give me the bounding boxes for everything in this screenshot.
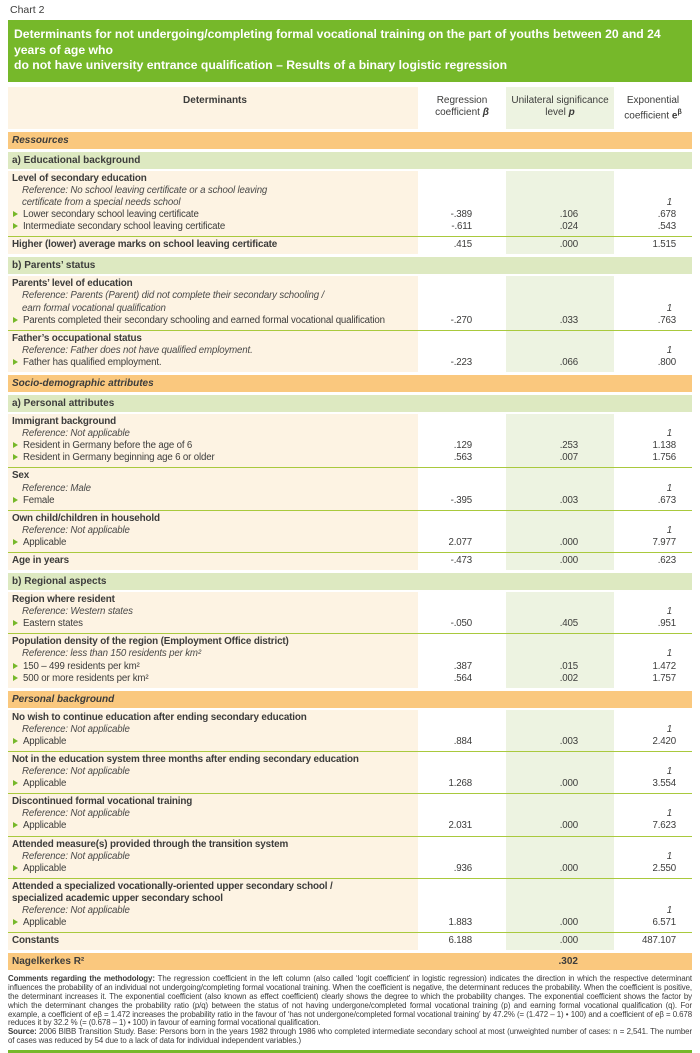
determinant-block: [8, 467, 692, 509]
reference-label: Reference: Not applicable: [22, 428, 130, 440]
p-value: .024: [559, 221, 578, 233]
exp-value: [614, 712, 692, 724]
determinant-title: Not in the education system three months after ending secondary education: [12, 754, 359, 766]
model-fit-label: Nagelkerkes R²: [12, 956, 85, 968]
category-item: [12, 618, 416, 630]
triangle-bullet-icon: [13, 865, 18, 871]
determinant-title: Immigrant background: [12, 416, 116, 428]
exp-value: [614, 278, 692, 290]
p-value: [506, 303, 614, 315]
exp-value: 1: [666, 808, 672, 820]
p-value: .000: [559, 536, 578, 548]
p-value: .015: [559, 660, 578, 672]
chart-title-line2: do not have university entrance qualification – Results of a binary logistic regression: [14, 58, 508, 72]
beta-value: [418, 712, 506, 724]
p-value: [506, 197, 614, 209]
determinant-block: [8, 710, 692, 751]
beta-value: [418, 345, 506, 357]
reference-label: Reference: Not applicable: [22, 766, 130, 778]
reference-label: Reference: Not applicable: [22, 723, 130, 735]
exp-value: 3.554: [652, 778, 676, 790]
determinant-title: Sex: [12, 470, 30, 482]
beta-value: -.611: [451, 221, 472, 233]
model-fit-p-value: .302: [558, 956, 578, 968]
exp-value: [614, 173, 692, 185]
beta-value: [418, 881, 506, 893]
beta-value: -.270: [450, 314, 472, 326]
determinant-title: Region where resident: [12, 594, 115, 606]
exp-value: .673: [657, 494, 676, 506]
category-item-label: Applicable: [23, 735, 67, 747]
e-symbol: e: [671, 110, 678, 122]
section-label: Ressources: [12, 134, 69, 146]
p-value: [506, 724, 614, 736]
exp-value: .623: [657, 554, 676, 566]
exp-value: 1: [666, 723, 672, 735]
category-item-label: Applicable: [23, 820, 67, 832]
category-item: [12, 820, 416, 832]
category-item-label: Applicable: [23, 862, 67, 874]
exp-value: .543: [657, 221, 676, 233]
determinant-block: [8, 932, 692, 950]
exp-value: [614, 513, 692, 525]
beta-value: 1.883: [448, 917, 472, 929]
beta-value: [418, 470, 506, 482]
determinant-block: [8, 878, 692, 932]
p-value: [506, 636, 614, 648]
exp-value: [614, 290, 692, 302]
p-value: [506, 416, 614, 428]
determinant-block: [8, 510, 692, 552]
exp-value: .800: [657, 356, 676, 368]
exp-value: [614, 893, 692, 905]
column-header-significance-level: Unilateral significance level p: [506, 87, 614, 129]
subsection-label: b) Parents’ status: [12, 260, 96, 272]
determinant-title: Population density of the region (Employment Office district): [12, 636, 289, 648]
category-item: [12, 778, 416, 790]
category-item-label: Female: [23, 494, 55, 506]
p-value: [506, 796, 614, 808]
category-item-label: Resident in Germany before the age of 6: [23, 440, 193, 452]
p-value: .003: [559, 494, 578, 506]
p-value: .033: [559, 314, 578, 326]
triangle-bullet-icon: [13, 663, 18, 669]
p-value: [506, 606, 614, 618]
footer-notes: [8, 975, 692, 1045]
category-item: [12, 917, 416, 929]
category-item: [12, 315, 416, 327]
source-text: 2006 BIBB Transition Study. Base: Persons born in the years 1982 through 1986 who completed intermediate secondary school at most (unweighted number of cases: n = 2,541. The number of cases was reduced by 54 due to a lack of data for individual independent variables.): [8, 1027, 692, 1045]
reference-label: Reference: Not applicable: [22, 905, 130, 917]
beta-value: [418, 416, 506, 428]
determinant-block: [8, 751, 692, 793]
beta-value: 6.188: [448, 935, 472, 947]
beta-value: [418, 428, 506, 440]
p-value: .000: [559, 239, 578, 251]
section-label: Socio-demographic attributes: [12, 378, 154, 390]
category-item: [12, 673, 416, 685]
reference-label: Reference: Parents (Parent) did not complete their secondary schooling /: [22, 290, 325, 302]
exp-value: 1: [666, 766, 672, 778]
exp-value: 1.472: [652, 660, 676, 672]
p-value: .007: [559, 452, 578, 464]
subsection-label: a) Educational background: [12, 154, 141, 166]
p-value: [506, 483, 614, 495]
p-symbol: p: [568, 107, 575, 118]
p-value: [506, 513, 614, 525]
exp-value: [614, 416, 692, 428]
exp-value: [614, 636, 692, 648]
exp-value: [614, 881, 692, 893]
p-value: .253: [559, 440, 578, 452]
beta-value: -.395: [450, 494, 472, 506]
exp-value: 2.550: [652, 862, 676, 874]
beta-value: [418, 636, 506, 648]
determinant-title: Parents’ level of education: [12, 278, 133, 290]
section-header: [8, 375, 692, 392]
triangle-bullet-icon: [13, 919, 18, 925]
determinant-block: [8, 276, 692, 329]
beta-symbol: β: [482, 107, 489, 118]
p-value: .066: [559, 356, 578, 368]
triangle-bullet-icon: [13, 620, 18, 626]
beta-value: [418, 766, 506, 778]
exp-value: 1.138: [652, 440, 676, 452]
p-value: [506, 851, 614, 863]
p-value: [506, 345, 614, 357]
bottom-rule: [8, 1050, 692, 1053]
category-item-label: 150 – 499 residents per km²: [23, 660, 140, 672]
beta-value: .936: [453, 862, 472, 874]
p-value: [506, 173, 614, 185]
triangle-bullet-icon: [13, 738, 18, 744]
determinant-block: [8, 414, 692, 467]
category-item-label: Lower secondary school leaving certificate: [23, 209, 199, 221]
p-value: [506, 905, 614, 917]
beta-value: [418, 525, 506, 537]
p-value: [506, 594, 614, 606]
section-header: [8, 691, 692, 708]
beta-value: [418, 796, 506, 808]
triangle-bullet-icon: [13, 211, 18, 217]
category-item: [12, 209, 416, 221]
beta-value: .129: [453, 440, 472, 452]
p-value: .003: [559, 735, 578, 747]
determinant-block: [8, 236, 692, 254]
column-header-row: [8, 87, 692, 129]
chart-number-label: Chart 2: [10, 4, 45, 16]
category-item: [12, 495, 416, 507]
p-value: .000: [559, 554, 578, 566]
beta-value: -.050: [450, 618, 472, 630]
p-value: [506, 881, 614, 893]
exp-value: [614, 594, 692, 606]
beta-value: [418, 513, 506, 525]
beta-value: [418, 893, 506, 905]
category-item-label: Applicable: [23, 917, 67, 929]
comments-label: Comments regarding the methodology:: [8, 974, 155, 984]
beta-value: -.223: [450, 356, 472, 368]
beta-value: [418, 905, 506, 917]
determinant-block: [8, 552, 692, 570]
column-header-exponential-coefficient: Exponential coefficient $e^\beta$: [624, 94, 682, 122]
determinant-title: Attended a specialized vocationally-oriented upper secondary school /: [12, 880, 333, 892]
triangle-bullet-icon: [13, 675, 18, 681]
category-item: [12, 440, 416, 452]
exp-value: 1: [666, 850, 672, 862]
exp-value: 1: [666, 482, 672, 494]
subsection-header: [8, 573, 692, 590]
triangle-bullet-icon: [13, 539, 18, 545]
determinant-title: No wish to continue education after ending secondary education: [12, 711, 307, 723]
category-item-label: Parents completed their secondary schooling and earned formal vocational qualification: [23, 314, 385, 326]
category-item: [12, 357, 416, 369]
exp-value: 1: [666, 302, 672, 314]
category-item-label: Eastern states: [23, 618, 83, 630]
determinant-title: Age in years: [12, 554, 69, 566]
subsection-header: [8, 257, 692, 274]
category-item: [12, 452, 416, 464]
determinant-title: Level of secondary education: [12, 172, 147, 184]
p-value: [506, 754, 614, 766]
exp-value: .678: [657, 209, 676, 221]
exp-value: 7.977: [652, 536, 676, 548]
p-value: .000: [559, 778, 578, 790]
exp-value: 1: [666, 428, 672, 440]
reference-label: earn formal vocational qualification: [22, 302, 166, 314]
chart-title-line1: Determinants for not undergoing/completing formal vocational training on the part of youths between 20 and 24 years of age who: [14, 27, 661, 57]
p-value: [506, 839, 614, 851]
p-value: [506, 525, 614, 537]
p-value: [506, 278, 614, 290]
determinant-block: [8, 793, 692, 835]
category-item-label: Applicable: [23, 778, 67, 790]
exp-value: 1: [666, 197, 672, 209]
exp-value: 2.420: [652, 735, 676, 747]
exp-value: 1: [666, 606, 672, 618]
beta-value: .387: [453, 660, 472, 672]
beta-value: [418, 851, 506, 863]
column-header-determinants: Determinants: [8, 87, 418, 129]
beta-value: [418, 839, 506, 851]
category-item-label: Resident in Germany beginning age 6 or older: [23, 452, 215, 464]
column-header-regression-coefficient: Regression coefficient β: [435, 94, 489, 118]
beta-value: [418, 185, 506, 197]
triangle-bullet-icon: [13, 454, 18, 460]
reference-label: Reference: Not applicable: [22, 524, 130, 536]
determinant-title: specialized academic upper secondary school: [12, 892, 223, 904]
beta-value: [418, 648, 506, 660]
beta-value: [418, 303, 506, 315]
p-value: [506, 428, 614, 440]
beta-value: [418, 483, 506, 495]
category-item-label: Intermediate secondary school leaving certificate: [23, 221, 226, 233]
beta-value: -.389: [450, 209, 472, 221]
exp-value: [614, 754, 692, 766]
model-fit-row: [8, 953, 692, 970]
beta-value: [418, 606, 506, 618]
p-value: .000: [559, 820, 578, 832]
beta-value: [418, 278, 506, 290]
beta-value: -.473: [450, 554, 472, 566]
exp-value: [614, 796, 692, 808]
p-value: [506, 333, 614, 345]
p-value: [506, 712, 614, 724]
p-value: .405: [559, 618, 578, 630]
beta-value: 2.031: [448, 820, 472, 832]
exp-value: .951: [657, 618, 676, 630]
beta-value: [418, 594, 506, 606]
exp-value: 1: [666, 344, 672, 356]
category-item-label: Applicable: [23, 536, 67, 548]
exp-value: [614, 333, 692, 345]
reference-label: Reference: Male: [22, 482, 91, 494]
category-item: [12, 863, 416, 875]
p-value: [506, 185, 614, 197]
reference-label: Reference: Not applicable: [22, 808, 130, 820]
exp-value: 1.757: [652, 672, 676, 684]
determinant-block: [8, 633, 692, 687]
determinant-title: Higher (lower) average marks on school leaving certificate: [12, 239, 278, 251]
exp-value: 1: [666, 524, 672, 536]
p-value: [506, 470, 614, 482]
triangle-bullet-icon: [13, 317, 18, 323]
category-item-label: Father has qualified employment.: [23, 356, 162, 368]
beta-value: [418, 333, 506, 345]
regression-table-body: [8, 132, 692, 971]
beta-value: [418, 197, 506, 209]
category-item: [12, 661, 416, 673]
determinant-title: Constants: [12, 935, 59, 947]
reference-label: Reference: Father does not have qualified employment.: [22, 344, 253, 356]
exp-value: 6.571: [652, 917, 676, 929]
p-value: [506, 808, 614, 820]
beta-value: [418, 290, 506, 302]
source-label: Source:: [8, 1027, 37, 1037]
beta-value: .563: [453, 452, 472, 464]
section-label: Personal background: [12, 693, 115, 705]
p-value: .000: [559, 917, 578, 929]
beta-value: .564: [453, 672, 472, 684]
exp-value: .763: [657, 314, 676, 326]
triangle-bullet-icon: [13, 223, 18, 229]
p-value: .002: [559, 672, 578, 684]
subsection-label: b) Regional aspects: [12, 576, 107, 588]
reference-label: Reference: No school leaving certificate or a school leaving: [22, 184, 268, 196]
beta-value: [418, 173, 506, 185]
determinant-block: [8, 171, 692, 236]
exp-value: 7.623: [652, 820, 676, 832]
comments-text: The regression coefficient in the left column (also called ‘logit coefficient’ in logistic regression) indicates the direction in which the respective determinant influences the probability of an individual not undergoing/completing formal vocational training. When the coefficient is negative, the determinant reduces the probability. When the coefficient is positive, the determinant increases it. The exponential coefficient (also known as effect coefficient) clearly shows the degree to which the probability changes. The exponential coefficient shows the factor by which the determinant changes the probability ratio (p/q) between the status of not having undergone/completed formal vocational training (p) and earning formal vocational qualification (q). For example, a coefficient of eβ = 1.472 increases the probability ratio in the favour of ‘has not undergone/completed formal vocational training’ by 47.2% (= (1.472 – 1) • 100) and a coefficient of eβ = 0.678 reduces it by 32.2 % (= (0.678 – 1) • 100) in favour of earning formal vocational qualification.: [8, 974, 692, 1028]
beta-value: .884: [453, 735, 472, 747]
beta-value: [418, 724, 506, 736]
subsection-header: [8, 152, 692, 169]
chart-title-bar: [8, 20, 692, 82]
determinant-title: Attended measure(s) provided through the transition system: [12, 838, 289, 850]
exp-value: 1: [666, 648, 672, 660]
category-item: [12, 736, 416, 748]
p-value: .000: [559, 862, 578, 874]
category-item: [12, 221, 416, 233]
p-value: [506, 290, 614, 302]
category-item: [12, 537, 416, 549]
determinant-block: [8, 330, 692, 372]
p-value: [506, 766, 614, 778]
triangle-bullet-icon: [13, 497, 18, 503]
p-value: .106: [559, 209, 578, 221]
e-beta-superscript: β: [677, 109, 682, 116]
triangle-bullet-icon: [13, 442, 18, 448]
beta-value: [418, 754, 506, 766]
section-header: [8, 132, 692, 149]
exp-value: [614, 470, 692, 482]
reference-label: Reference: Not applicable: [22, 850, 130, 862]
exp-value: [614, 839, 692, 851]
determinant-title: Discontinued formal vocational training: [12, 796, 193, 808]
exp-value: 487.107: [642, 935, 676, 947]
exp-value: [614, 185, 692, 197]
p-value: .000: [559, 935, 578, 947]
triangle-bullet-icon: [13, 359, 18, 365]
determinant-title: Father’s occupational status: [12, 332, 142, 344]
exp-value: 1.756: [652, 452, 676, 464]
p-value: [506, 648, 614, 660]
exp-value: 1: [666, 905, 672, 917]
subsection-label: a) Personal attributes: [12, 398, 115, 410]
reference-label: Reference: Western states: [22, 606, 133, 618]
determinant-block: [8, 836, 692, 878]
beta-value: 1.268: [448, 778, 472, 790]
triangle-bullet-icon: [13, 780, 18, 786]
reference-label: certificate from a special needs school: [22, 197, 181, 209]
exp-value: 1.515: [652, 239, 676, 251]
determinant-block: [8, 592, 692, 633]
beta-value: 2.077: [448, 536, 472, 548]
triangle-bullet-icon: [13, 822, 18, 828]
determinant-title: Own child/children in household: [12, 512, 160, 524]
subsection-header: [8, 395, 692, 412]
beta-value: [418, 808, 506, 820]
p-value: [506, 893, 614, 905]
beta-value: .415: [453, 239, 472, 251]
reference-label: Reference: less than 150 residents per km²: [22, 648, 201, 660]
category-item-label: 500 or more residents per km²: [23, 672, 149, 684]
